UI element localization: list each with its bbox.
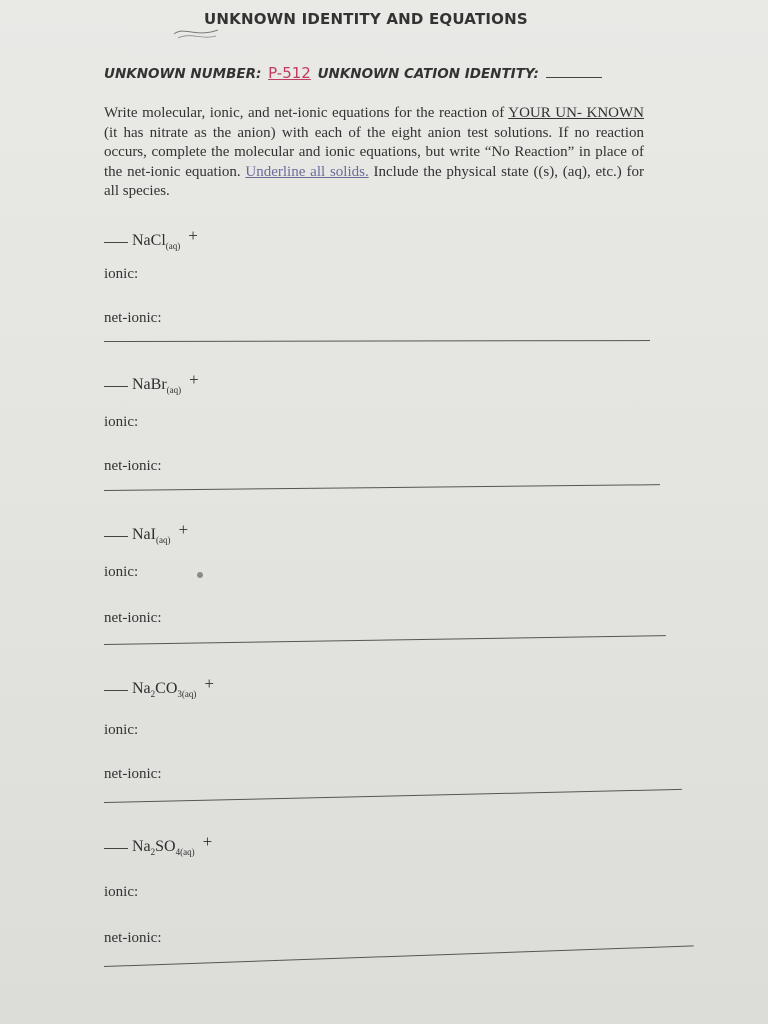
- divider-line: [104, 789, 682, 803]
- divider-line: [104, 484, 660, 491]
- plus-sign: +: [189, 370, 199, 389]
- reagent-subscript: 2: [150, 689, 156, 700]
- unknown-number-label: UNKNOWN NUMBER:: [104, 66, 262, 82]
- reagent-nabr: [104, 370, 199, 395]
- ionic-label: ionic:: [104, 266, 139, 282]
- plus-sign: +: [178, 520, 189, 539]
- reagent-state: (aq): [180, 847, 195, 858]
- reagent-formula: Na: [132, 680, 151, 697]
- ionic-label: ionic:: [104, 722, 139, 738]
- net-ionic-label: net-ionic:: [104, 610, 162, 626]
- instructions-underline-solids: Underline all solids.: [245, 163, 369, 180]
- reagent-nacl: [104, 226, 198, 251]
- ionic-label: ionic:: [104, 564, 139, 580]
- plus-sign: +: [188, 226, 198, 245]
- coefficient-blank[interactable]: [104, 242, 128, 243]
- reagent-na2so4: [104, 832, 212, 857]
- plus-sign: +: [202, 832, 213, 851]
- page-title: UNKNOWN IDENTITY AND EQUATIONS: [204, 10, 528, 28]
- net-ionic-label: net-ionic:: [104, 310, 162, 326]
- coefficient-blank[interactable]: [104, 536, 128, 537]
- reagent-state: (aq): [166, 385, 182, 396]
- reagent-subscript: 2: [150, 847, 156, 858]
- reagent-state: (aq): [165, 241, 181, 252]
- reagent-formula: Na: [132, 838, 151, 855]
- reagent-formula: NaBr: [132, 376, 167, 393]
- reagent-formula-part2: CO: [155, 680, 178, 697]
- plus-sign: +: [204, 674, 214, 693]
- net-ionic-label: net-ionic:: [104, 766, 162, 782]
- coefficient-blank[interactable]: [104, 848, 128, 849]
- reagent-formula: NaI: [132, 526, 156, 543]
- reagent-formula-part2: SO: [155, 838, 176, 855]
- instructions-your-unknown: YOUR UN- KNOWN: [508, 105, 644, 121]
- reagent-subscript-2: 4: [175, 847, 181, 858]
- reagent-state: (aq): [181, 689, 197, 700]
- instructions-part2: (it has nitrate as the anion) with each of the eight anion test solutions. If no reaction occurs, complete the molecular and ionic equations, but write “No Reaction” in place of the net-ionic equation.: [104, 124, 644, 180]
- coefficient-blank[interactable]: [104, 690, 128, 691]
- cation-identity-blank[interactable]: [546, 67, 602, 78]
- divider-line: [104, 635, 666, 645]
- net-ionic-label: net-ionic:: [104, 458, 162, 474]
- divider-line: [104, 945, 694, 967]
- ionic-label: ionic:: [104, 414, 139, 430]
- divider-line: [104, 340, 650, 342]
- instructions-part3: Include the physical state ((s), (aq), etc.) for all species.: [104, 163, 644, 199]
- cation-identity-label: UNKNOWN CATION IDENTITY:: [317, 66, 539, 82]
- reagent-formula: NaCl: [132, 232, 166, 249]
- instructions-paragraph: [104, 104, 644, 202]
- unknown-number-value: P-512: [268, 64, 311, 82]
- instructions-part1: Write molecular, ionic, and net-ionic equations for the reaction of: [104, 105, 509, 121]
- coefficient-blank[interactable]: [104, 386, 128, 387]
- ionic-label: ionic:: [104, 884, 139, 900]
- reagent-state: (aq): [155, 535, 171, 546]
- reagent-nai: [104, 520, 188, 545]
- net-ionic-label: net-ionic:: [104, 930, 162, 946]
- pen-dot: [197, 572, 203, 578]
- reagent-subscript-2: 3: [177, 689, 182, 700]
- unknown-number-row: [104, 64, 602, 82]
- reagent-na2co3: [104, 674, 214, 699]
